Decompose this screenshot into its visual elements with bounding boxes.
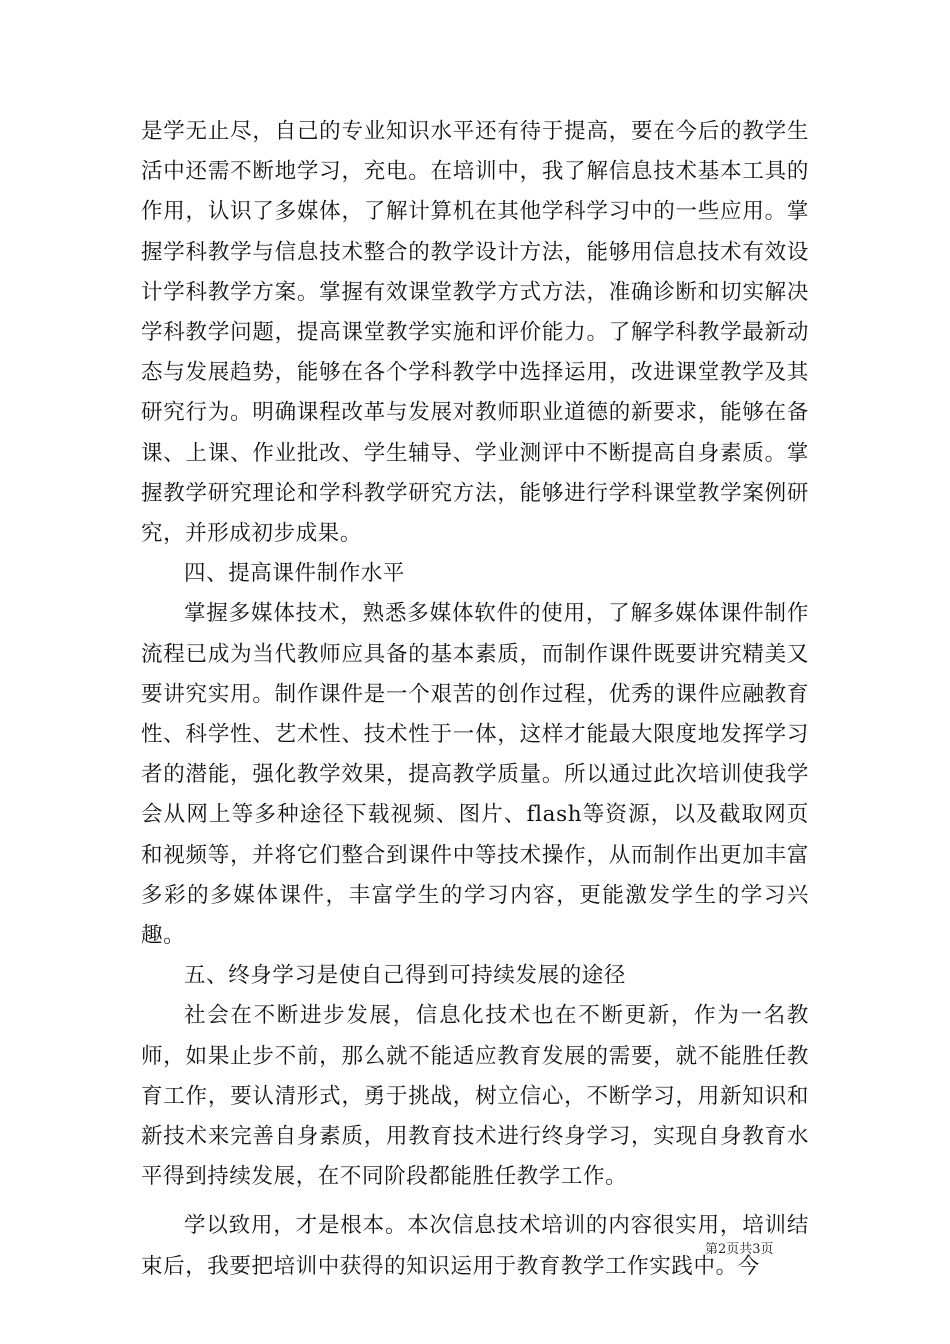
section-heading-five: 五、终身学习是使自己得到可持续发展的途径 [184, 963, 627, 989]
section-heading-four: 四、提高课件制作水平 [184, 561, 406, 587]
paragraph-conclusion: 学以致用，才是根本。本次信息技术培训的内容很实用，培训结束后，我要把培训中获得的知识运用于教育教学工作实践中。今 [141, 1213, 809, 1279]
document-body [141, 112, 809, 1287]
paragraph-lifelong-learning: 社会在不断进步发展，信息化技术也在不断更新，作为一名教师，如果止步不前，那么就不能适应教育发展的需要，就不能胜任教育工作，要认清形式，勇于挑战，树立信心，不断学习，用新知识和新技术来完善自身素质，用教育技术进行终身学习，实现自身教育水平得到持续发展，在不同阶段都能胜任教学工作。 [141, 1003, 809, 1190]
page-number-footer: 第2页共3页 [705, 1242, 774, 1257]
paragraph-courseware: 掌握多媒体技术，熟悉多媒体软件的使用，了解多媒体课件制作流程已成为当代教师应具备的基本素质，而制作课件既要讲究精美又要讲究实用。制作课件是一个艰苦的创作过程，优秀的课件应融教育性、科学性、艺术性、技术性于一体，这样才能最大限度地发挥学习者的潜能，强化教学效果，提高教学质量。所以通过此次培训使我学会从网上等多种途径下载视频、图片、flash等资源，以及截取网页和视频等，并将它们整合到课件中等技术操作，从而制作出更加丰富多彩的多媒体课件，丰富学生的学习内容，更能激发学生的学习兴趣。 [141, 601, 809, 949]
paragraph-continued: 是学无止尽，自己的专业知识水平还有待于提高，要在今后的教学生活中还需不断地学习，充电。在培训中，我了解信息技术基本工具的作用，认识了多媒体，了解计算机在其他学科学习中的一些应用。掌握学科教学与信息技术整合的教学设计方法，能够用信息技术有效设计学科教学方案。掌握有效课堂教学方式方法，准确诊断和切实解决学科教学问题，提高课堂教学实施和评价能力。了解学科教学最新动态与发展趋势，能够在各个学科教学中选择运用，改进课堂教学及其研究行为。明确课程改革与发展对教师职业道德的新要求，能够在备课、上课、作业批改、学生辅导、学业测评中不断提高自身素质。掌握教学研究理论和学科教学研究方法，能够进行学科课堂教学案例研究，并形成初步成果。 [141, 119, 809, 547]
paragraph-spacer [141, 1197, 809, 1206]
